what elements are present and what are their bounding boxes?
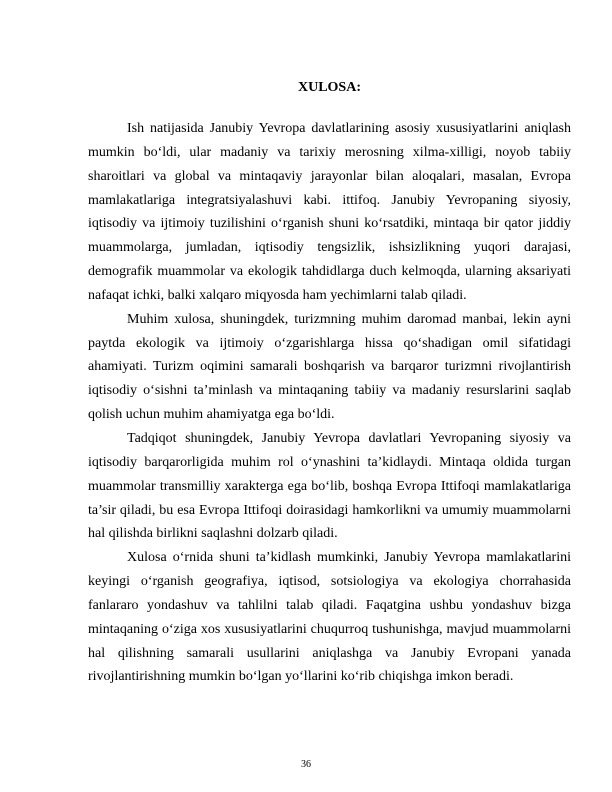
paragraph-3: Tadqiqot shuningdek, Janubiy Yevropa davlatlari Yevropaning siyosiy va iqtisodiy barqarorligida muhim rol o‘ynashini ta’kidlaydi. Mintaqa oldida turgan muammolar transmilliy xarakterga ega bo‘lib, boshqa Evropa Ittifoqi mamlakatlariga ta’sir qiladi, bu esa Evropa Ittifoqi doirasidagi hamkorlikni va umumiy muammolarni hal qilishda birlikni saqlashni dolzarb qiladi.	[88, 430, 571, 542]
page-content	[88, 74, 571, 689]
section-title: XULOSA:	[297, 80, 361, 95]
paragraph-4: Xulosa o‘rnida shuni ta’kidlash mumkinki, Janubiy Yevropa mamlakatlarini keyingi o‘rganish geografiya, iqtisod, sotsiologiya va ekologiya chorrahasida fanlararo yondashuv va tahlilni talab qiladi. Faqatgina ushbu yondashuv bizga mintaqaning o‘ziga xos xususiyatlarini chuqurroq tushunishga, mavjud muammolarni hal qilishning samarali usullarini aniqlashga va Janubiy Evropani yanada rivojlantirishning mumkin bo‘lgan yo‘llarini ko‘rib chiqishga imkon beradi.	[88, 550, 571, 685]
page-number: 36	[301, 759, 311, 770]
paragraph-2: Muhim xulosa, shuningdek, turizmning muhim daromad manbai, lekin ayni paytda ekologik va ijtimoiy o‘zgarishlarga hissa qo‘shadigan omil sifatidagi ahamiyati. Turizm oqimini samarali boshqarish va barqaror turizmni rivojlantirish iqtisodiy o‘sishni ta’minlash va mintaqaning tabiiy va madaniy resurslarini saqlab qolish uchun muhim ahamiyatga ega bo‘ldi.	[88, 311, 571, 423]
paragraph-1: Ish natijasida Janubiy Yevropa davlatlarining asosiy xususiyatlarini aniqlash mumkin bo‘ldi, ular madaniy va tarixiy merosning xilma-xilligi, noyob tabiiy sharoitlari va global va mintaqaviy jarayonlar bilan aloqalari, masalan, Evropa mamlakatlariga integratsiyalashuvi kabi. ittifoq. Janubiy Yevropaning siyosiy, iqtisodiy va ijtimoiy tuzilishini o‘rganish shuni ko‘rsatdiki, mintaqa bir qator jiddiy muammolarga, jumladan, iqtisodiy tengsizlik, ishsizlikning yuqori darajasi, demografik muammolar va ekologik tahdidlarga duch kelmoqda, ularning aksariyati nafaqat ichki, balki xalqaro miqyosda ham yechimlarni talab qiladi.	[88, 121, 571, 303]
